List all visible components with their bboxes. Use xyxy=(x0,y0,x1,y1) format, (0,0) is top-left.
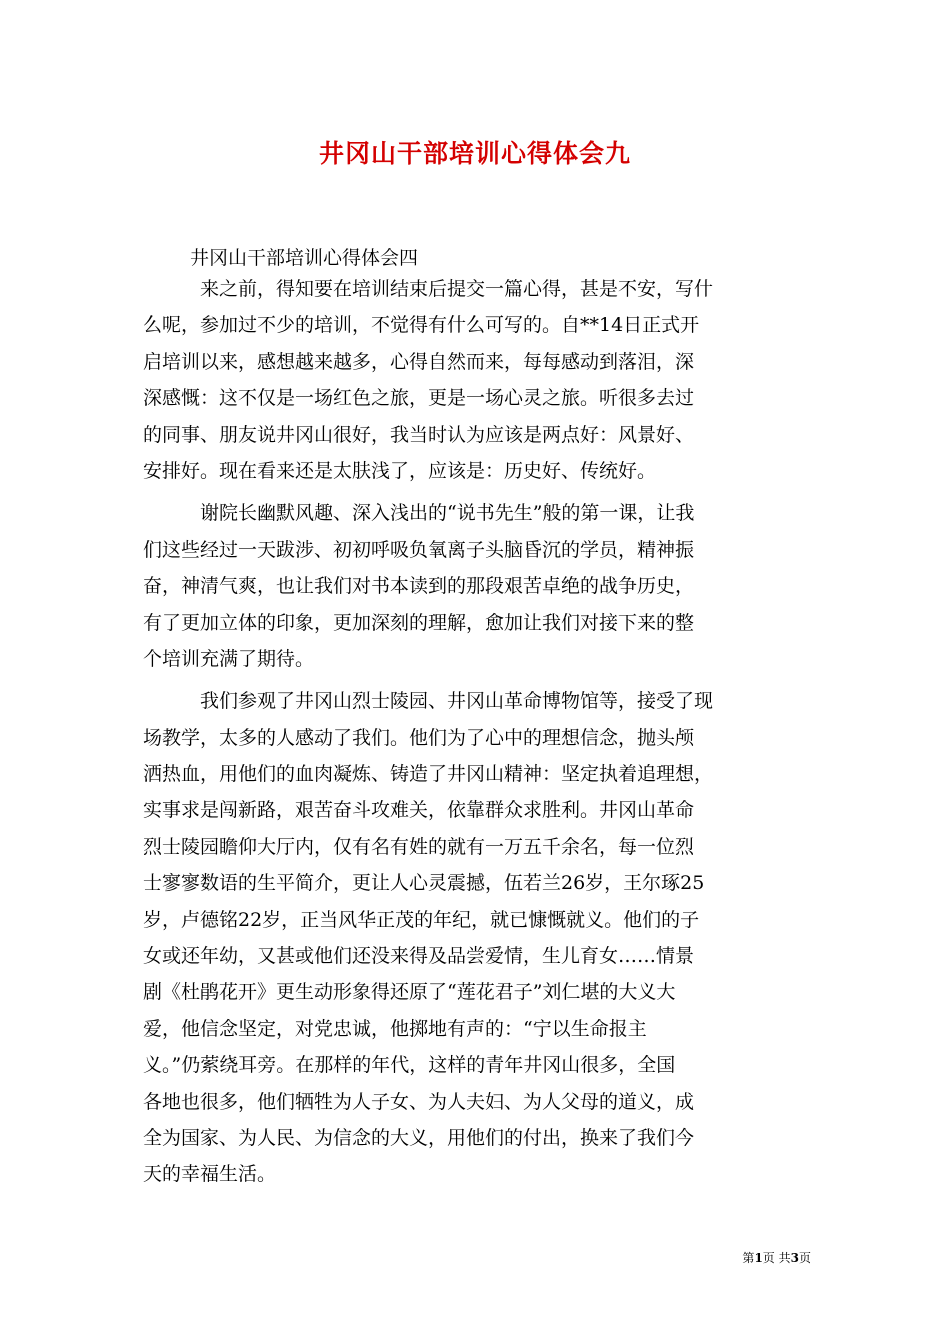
text-line: 的同事、朋友说井冈山很好，我当时认为应该是两点好：风景好、 xyxy=(143,423,695,446)
text-line: 全为国家、为人民、为信念的大义，用他们的付出，换来了我们今 xyxy=(143,1126,695,1149)
text-line: 奋，神清气爽，也让我们对书本读到的那段艰苦卓绝的战争历史， xyxy=(143,575,695,598)
page-mid: 页 共 xyxy=(762,1251,791,1265)
text-line: 安排好。现在看来还是太肤浅了，应该是：历史好、传统好。 xyxy=(143,459,657,482)
text-line: 剧《杜鹃花开》更生动形象得还原了“莲花君子”刘仁堪的大义大 xyxy=(143,981,676,1004)
text-line: 爱，他信念坚定，对党忠诚，他掷地有声的：“宁以生命报主 xyxy=(143,1017,647,1040)
text-line: 个培训充满了期待。 xyxy=(143,647,315,670)
text-line: 义。”仍萦绕耳旁。在那样的年代，这样的青年井冈山很多，全国 xyxy=(143,1054,676,1077)
page-current: 1 xyxy=(754,1251,763,1265)
document-title: 井冈山干部培训心得体会九 xyxy=(318,139,631,168)
document-subtitle: 井冈山干部培训心得体会四 xyxy=(190,247,419,269)
text-line: 么呢，参加过不少的培训，不觉得有什么可写的。自**14日正式开 xyxy=(143,314,700,337)
text-line: 谢院长幽默风趣、深入浅出的“说书先生”般的第一课，让我 xyxy=(200,502,695,525)
text-line: 天的幸福生活。 xyxy=(143,1163,277,1186)
page-prefix: 第 xyxy=(742,1251,755,1265)
text-line: 岁，卢德铭22岁，正当风华正茂的年纪，就已慷慨就义。他们的子 xyxy=(143,908,700,931)
document-body xyxy=(143,271,807,1193)
text-line: 各地也很多，他们牺牲为人子女、为人夫妇、为人父母的道义，成 xyxy=(143,1090,695,1113)
text-line: 我们参观了井冈山烈士陵园、井冈山革命博物馆等，接受了现 xyxy=(200,690,714,713)
text-line: 场教学，太多的人感动了我们。他们为了心中的理想信念，抛头颅 xyxy=(143,726,695,749)
text-line: 来之前，得知要在培训结束后提交一篇心得，甚是不安，写什 xyxy=(200,278,714,300)
text-line: 有了更加立体的印象，更加深刻的理解，愈加让我们对接下来的整 xyxy=(143,611,695,634)
text-line: 洒热血，用他们的血肉凝炼、铸造了井冈山精神：坚定执着追理想， xyxy=(143,763,714,786)
paragraph xyxy=(143,271,807,489)
page-number xyxy=(742,1250,811,1266)
text-line: 女或还年幼，又甚或他们还没来得及品尝爱情，生儿育女……情景 xyxy=(143,945,695,968)
text-line: 烈士陵园瞻仰大厅内，仅有名有姓的就有一万五千余名，每一位烈 xyxy=(143,835,695,858)
paragraph xyxy=(143,683,807,1192)
text-line: 深感慨：这不仅是一场红色之旅，更是一场心灵之旅。听很多去过 xyxy=(143,387,695,410)
paragraph xyxy=(143,495,807,677)
text-line: 实事求是闯新路，艰苦奋斗攻难关，依靠群众求胜利。井冈山革命 xyxy=(143,799,695,822)
page-suffix: 页 xyxy=(798,1251,811,1265)
text-line: 士寥寥数语的生平简介，更让人心灵震撼，伍若兰26岁，王尔琢25 xyxy=(143,872,705,895)
text-line: 们这些经过一天跋涉、初初呼吸负氧离子头脑昏沉的学员，精神振 xyxy=(143,538,695,561)
page-total: 3 xyxy=(790,1251,799,1265)
text-line: 启培训以来，感想越来越多，心得自然而来，每每感动到落泪，深 xyxy=(143,350,695,373)
